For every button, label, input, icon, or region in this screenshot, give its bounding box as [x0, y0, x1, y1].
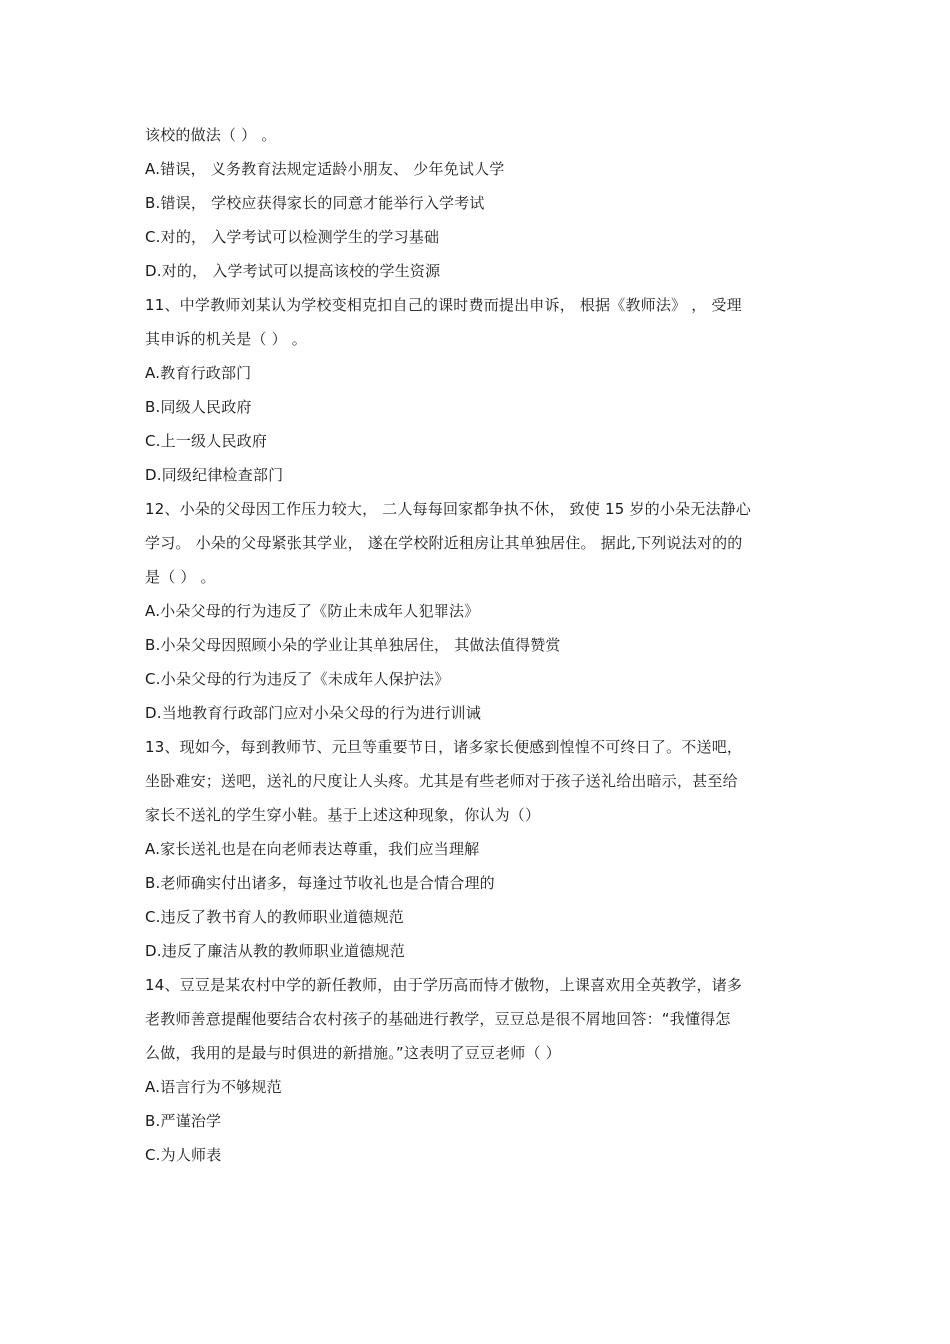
- option-line: A.小朵父母的行为违反了《防止未成年人犯罪法》: [145, 602, 480, 620]
- question-line: 11、中学教师刘某认为学校变相克扣自己的课时费而提出申诉， 根据《教师法》 ， 受理: [145, 296, 742, 314]
- option-line: D.对的， 入学考试可以提高该校的学生资源: [145, 262, 441, 280]
- question-line: 学习。 小朵的父母紧张其学业， 遂在学校附近租房让其单独居住。 据此,下列说法对的的: [145, 534, 743, 552]
- option-line: B.错误， 学校应获得家长的同意才能举行入学考试: [145, 194, 485, 212]
- document-page: [145, 118, 810, 1172]
- option-line: A.语言行为不够规范: [145, 1078, 282, 1096]
- option-line: C.对的， 入学考试可以检测学生的学习基础: [145, 228, 440, 246]
- question-line: 14、豆豆是某农村中学的新任教师，由于学历高而恃才傲物，上课喜欢用全英教学，诸多: [145, 976, 743, 994]
- option-line: C.违反了教书育人的教师职业道德规范: [145, 908, 404, 926]
- question-line: 是（ ） 。: [145, 568, 216, 586]
- question-line: 13、现如今，每到教师节、元旦等重要节日，诸多家长便感到惶惶不可终日了。不送吧，: [145, 738, 743, 756]
- option-line: D.违反了廉洁从教的教师职业道德规范: [145, 942, 405, 960]
- option-line: D.同级纪律检查部门: [145, 466, 284, 484]
- question-line: 其申诉的机关是（ ） 。: [145, 330, 307, 348]
- option-line: A.家长送礼也是在向老师表达尊重，我们应当理解: [145, 840, 480, 858]
- option-line: B.同级人民政府: [145, 398, 252, 416]
- option-line: B.老师确实付出诸多，每逢过节收礼也是合情合理的: [145, 874, 495, 892]
- option-line: C.为人师表: [145, 1146, 222, 1164]
- option-line: B.严谨治学: [145, 1112, 222, 1130]
- question-line: 老教师善意提醒他要结合农村孩子的基础进行教学，豆豆总是很不屑地回答：“我懂得怎: [145, 1010, 731, 1028]
- question-line: 12、小朵的父母因工作压力较大， 二人每每回家都争执不休， 致使 15 岁的小朵无法静心: [145, 500, 752, 518]
- option-line: D.当地教育行政部门应对小朵父母的行为进行训诫: [145, 704, 481, 722]
- question-line: 坐卧难安；送吧，送礼的尺度让人头疼。尤其是有些老师对于孩子送礼给出暗示，甚至给: [145, 772, 738, 790]
- text-line: 该校的做法（ ） 。: [145, 126, 277, 144]
- option-line: C.小朵父母的行为违反了《未成年人保护法》: [145, 670, 450, 688]
- option-line: A.教育行政部门: [145, 364, 252, 382]
- option-line: C.上一级人民政府: [145, 432, 268, 450]
- option-line: A.错误， 义务教育法规定适龄小朋友、 少年免试人学: [145, 160, 505, 178]
- question-line: 么做，我用的是最与时俱进的新措施。”这表明了豆豆老师（ ）: [145, 1044, 561, 1062]
- question-line: 家长不送礼的学生穿小鞋。基于上述这种现象，你认为（）: [145, 806, 541, 824]
- option-line: B.小朵父母因照顾小朵的学业让其单独居住， 其做法值得赞赏: [145, 636, 561, 654]
